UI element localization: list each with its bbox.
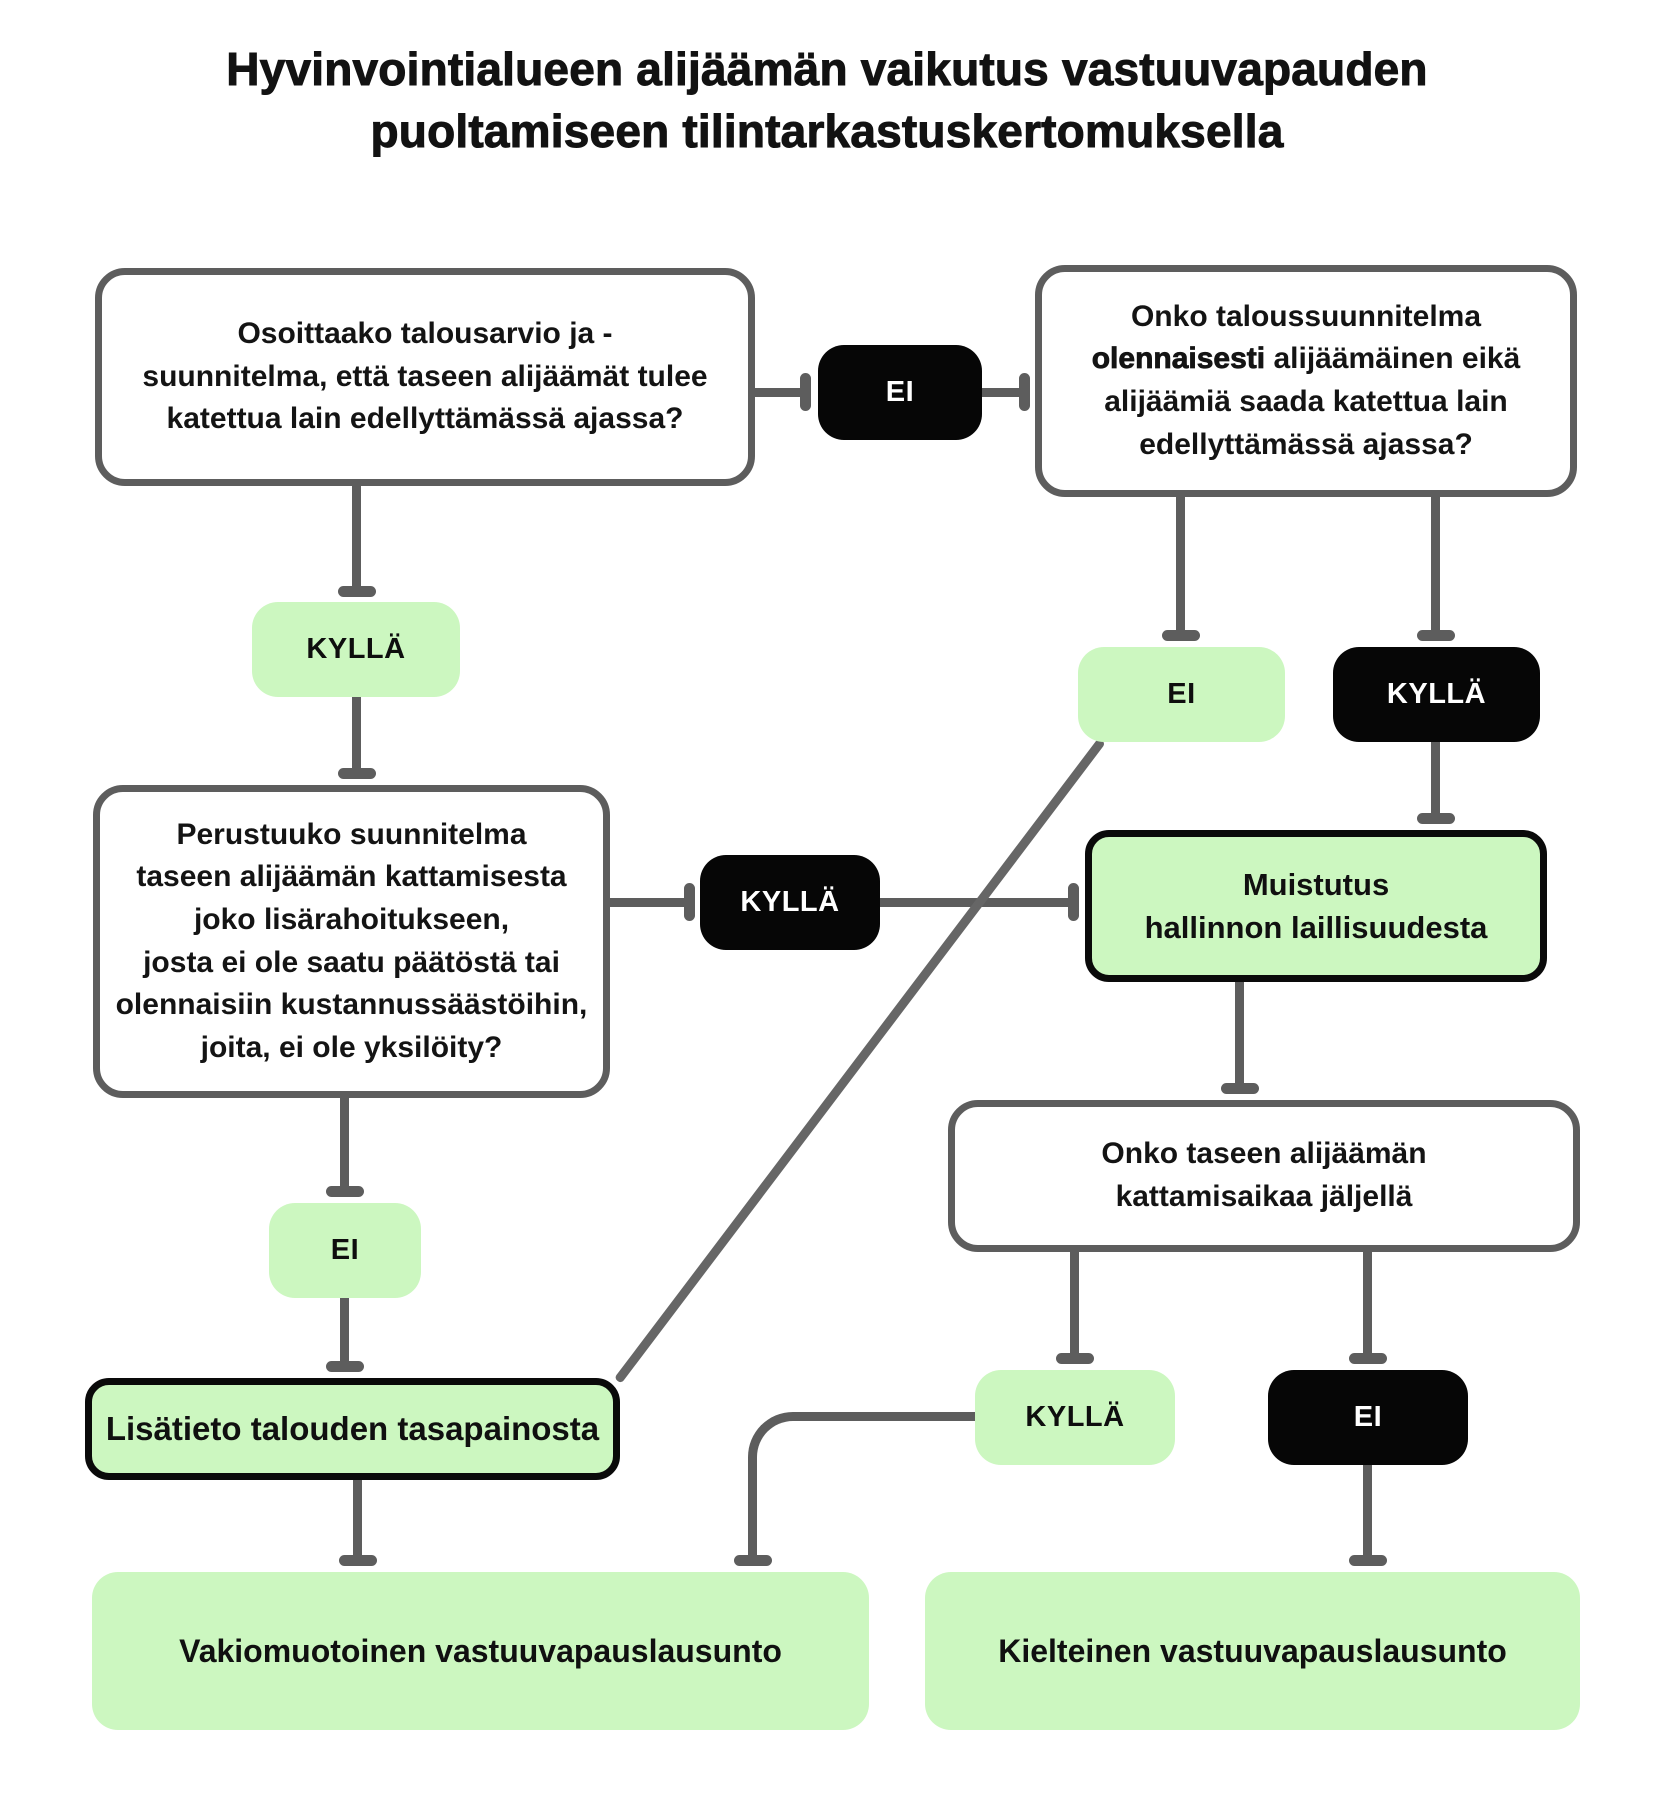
pill-yes-under-plan-label: KYLLÄ [1386,678,1487,710]
connector-plan-to-yes-line [1431,497,1440,633]
connector-extrainfo-to-standard-endcap [339,1555,377,1566]
connector-no-to-negative-line [1363,1465,1372,1558]
pill-yes-under-plan [1333,647,1540,742]
connector-budget-to-yes-line [352,486,361,591]
coverage-question-line5: olennaisiin kustannussäästöihin, [115,988,588,1022]
connector-yes-to-coverage-line [352,697,361,771]
pill-no-under-coverage-label: EI [330,1234,360,1266]
coverage-question-line2: taseen alijäämän kattamisesta [136,860,567,894]
legality-reminder-line2: hallinnon laillisuudesta [1144,910,1488,945]
connector-yesmid-to-reminder-endcap [1068,883,1079,921]
pill-no-under-time-label: EI [1353,1401,1383,1433]
standard-statement-label: Vakiomuotoinen vastuuvapauslausunto [179,1632,782,1669]
page-title [0,38,1654,162]
node-extra-info [85,1378,620,1480]
connector-coverage-to-no-line [340,1098,349,1189]
node-plan-question [1035,265,1577,497]
coverage-question-line6: joita, ei ole yksilöity? [200,1030,503,1064]
connector-no-to-extrainfo-endcap [326,1361,364,1372]
legality-reminder-line1: Muistutus [1242,866,1390,902]
connector-coverage-to-no-endcap [326,1186,364,1197]
connector-coverage-to-yesmid-endcap [684,883,695,921]
pill-yes-under-time [975,1370,1175,1465]
pill-yes-mid-label: KYLLÄ [740,886,840,918]
node-legality-reminder [1085,830,1547,982]
plan-question-line3: alijäämiä saada katettua lain [1104,385,1508,418]
connector-time-to-yes-line [1070,1252,1079,1356]
coverage-question-line1: Perustuuko suunnitelma [176,817,527,851]
connector-yes-to-standard-endcap [734,1555,772,1566]
pill-no-under-plan-label: EI [1167,678,1196,710]
pill-yes-under-time-label: KYLLÄ [1025,1401,1125,1433]
connector-budget-to-no-endcap [800,373,811,411]
pill-no-under-coverage [269,1203,421,1298]
connector-time-to-yes-endcap [1056,1353,1094,1364]
pill-yes-left-label: KYLLÄ [306,633,406,665]
page-title-line1: Hyvinvointialueen alijäämän vaikutus vastuuvapauden [226,43,1428,95]
pill-yes-left [252,602,460,697]
node-standard-statement [92,1572,869,1730]
connector-extrainfo-to-standard-line [353,1480,362,1558]
connector-plan-to-yes-endcap [1417,630,1455,641]
pill-no-top-label: EI [885,376,915,408]
negative-statement-label: Kielteinen vastuuvapauslausunto [998,1632,1507,1669]
coverage-question-line3: joko lisärahoitukseen, [193,902,510,936]
budget-question-line3: katettua lain edellyttämässä ajassa? [166,402,684,436]
pill-yes-mid [700,855,880,950]
connector-time-to-no-line [1363,1252,1372,1356]
connector-yes-to-reminder-line [1431,742,1440,816]
connector-no-to-plan-endcap [1019,373,1030,411]
node-negative-statement [925,1572,1580,1730]
connector-budget-to-yes-endcap [338,586,376,597]
connector-no-to-plan-line [982,388,1024,397]
time-question-line1: Onko taseen alijäämän [1101,1137,1427,1171]
connector-yes-to-standard-elbow [748,1412,975,1558]
extra-info-label: Lisätieto talouden tasapainosta [105,1409,600,1447]
plan-question-line2-rest: alijäämäinen eikä [1265,342,1521,376]
connector-yes-to-reminder-endcap [1417,813,1455,824]
node-coverage-question [93,785,610,1098]
connector-yes-to-coverage-endcap [338,768,376,779]
plan-question-line2 [1092,338,1521,381]
plan-question-bold-word: olennaisesti [1091,342,1266,376]
connector-reminder-to-time-line [1235,982,1244,1086]
pill-no-under-plan [1078,647,1285,742]
pill-no-top [818,345,982,440]
plan-question-line1: Onko taloussuunnitelma [1130,299,1482,333]
budget-question-line2: suunnitelma, että taseen alijäämät tulee [142,359,708,393]
connector-no-to-extrainfo-line [340,1298,349,1364]
connector-no-to-extrainfo-diagonal [614,738,1106,1384]
node-budget-question [95,268,755,486]
connector-coverage-to-yesmid-line [610,898,690,907]
time-question-line2: kattamisaikaa jäljellä [1115,1180,1413,1213]
node-time-question [948,1100,1580,1252]
connector-no-to-negative-endcap [1349,1555,1387,1566]
budget-question-line1: Osoittaako talousarvio ja - [237,317,613,351]
connector-plan-to-no-endcap [1162,630,1200,641]
plan-question-line4: edellyttämässä ajassa? [1139,427,1473,461]
connector-time-to-no-endcap [1349,1353,1387,1364]
pill-no-under-time [1268,1370,1468,1465]
page-title-line2: puoltamiseen tilintarkastuskertomuksella [370,105,1284,158]
coverage-question-line4: josta ei ole saatu päätöstä tai [143,945,560,979]
connector-reminder-to-time-endcap [1221,1083,1259,1094]
connector-plan-to-no-line [1176,497,1185,633]
